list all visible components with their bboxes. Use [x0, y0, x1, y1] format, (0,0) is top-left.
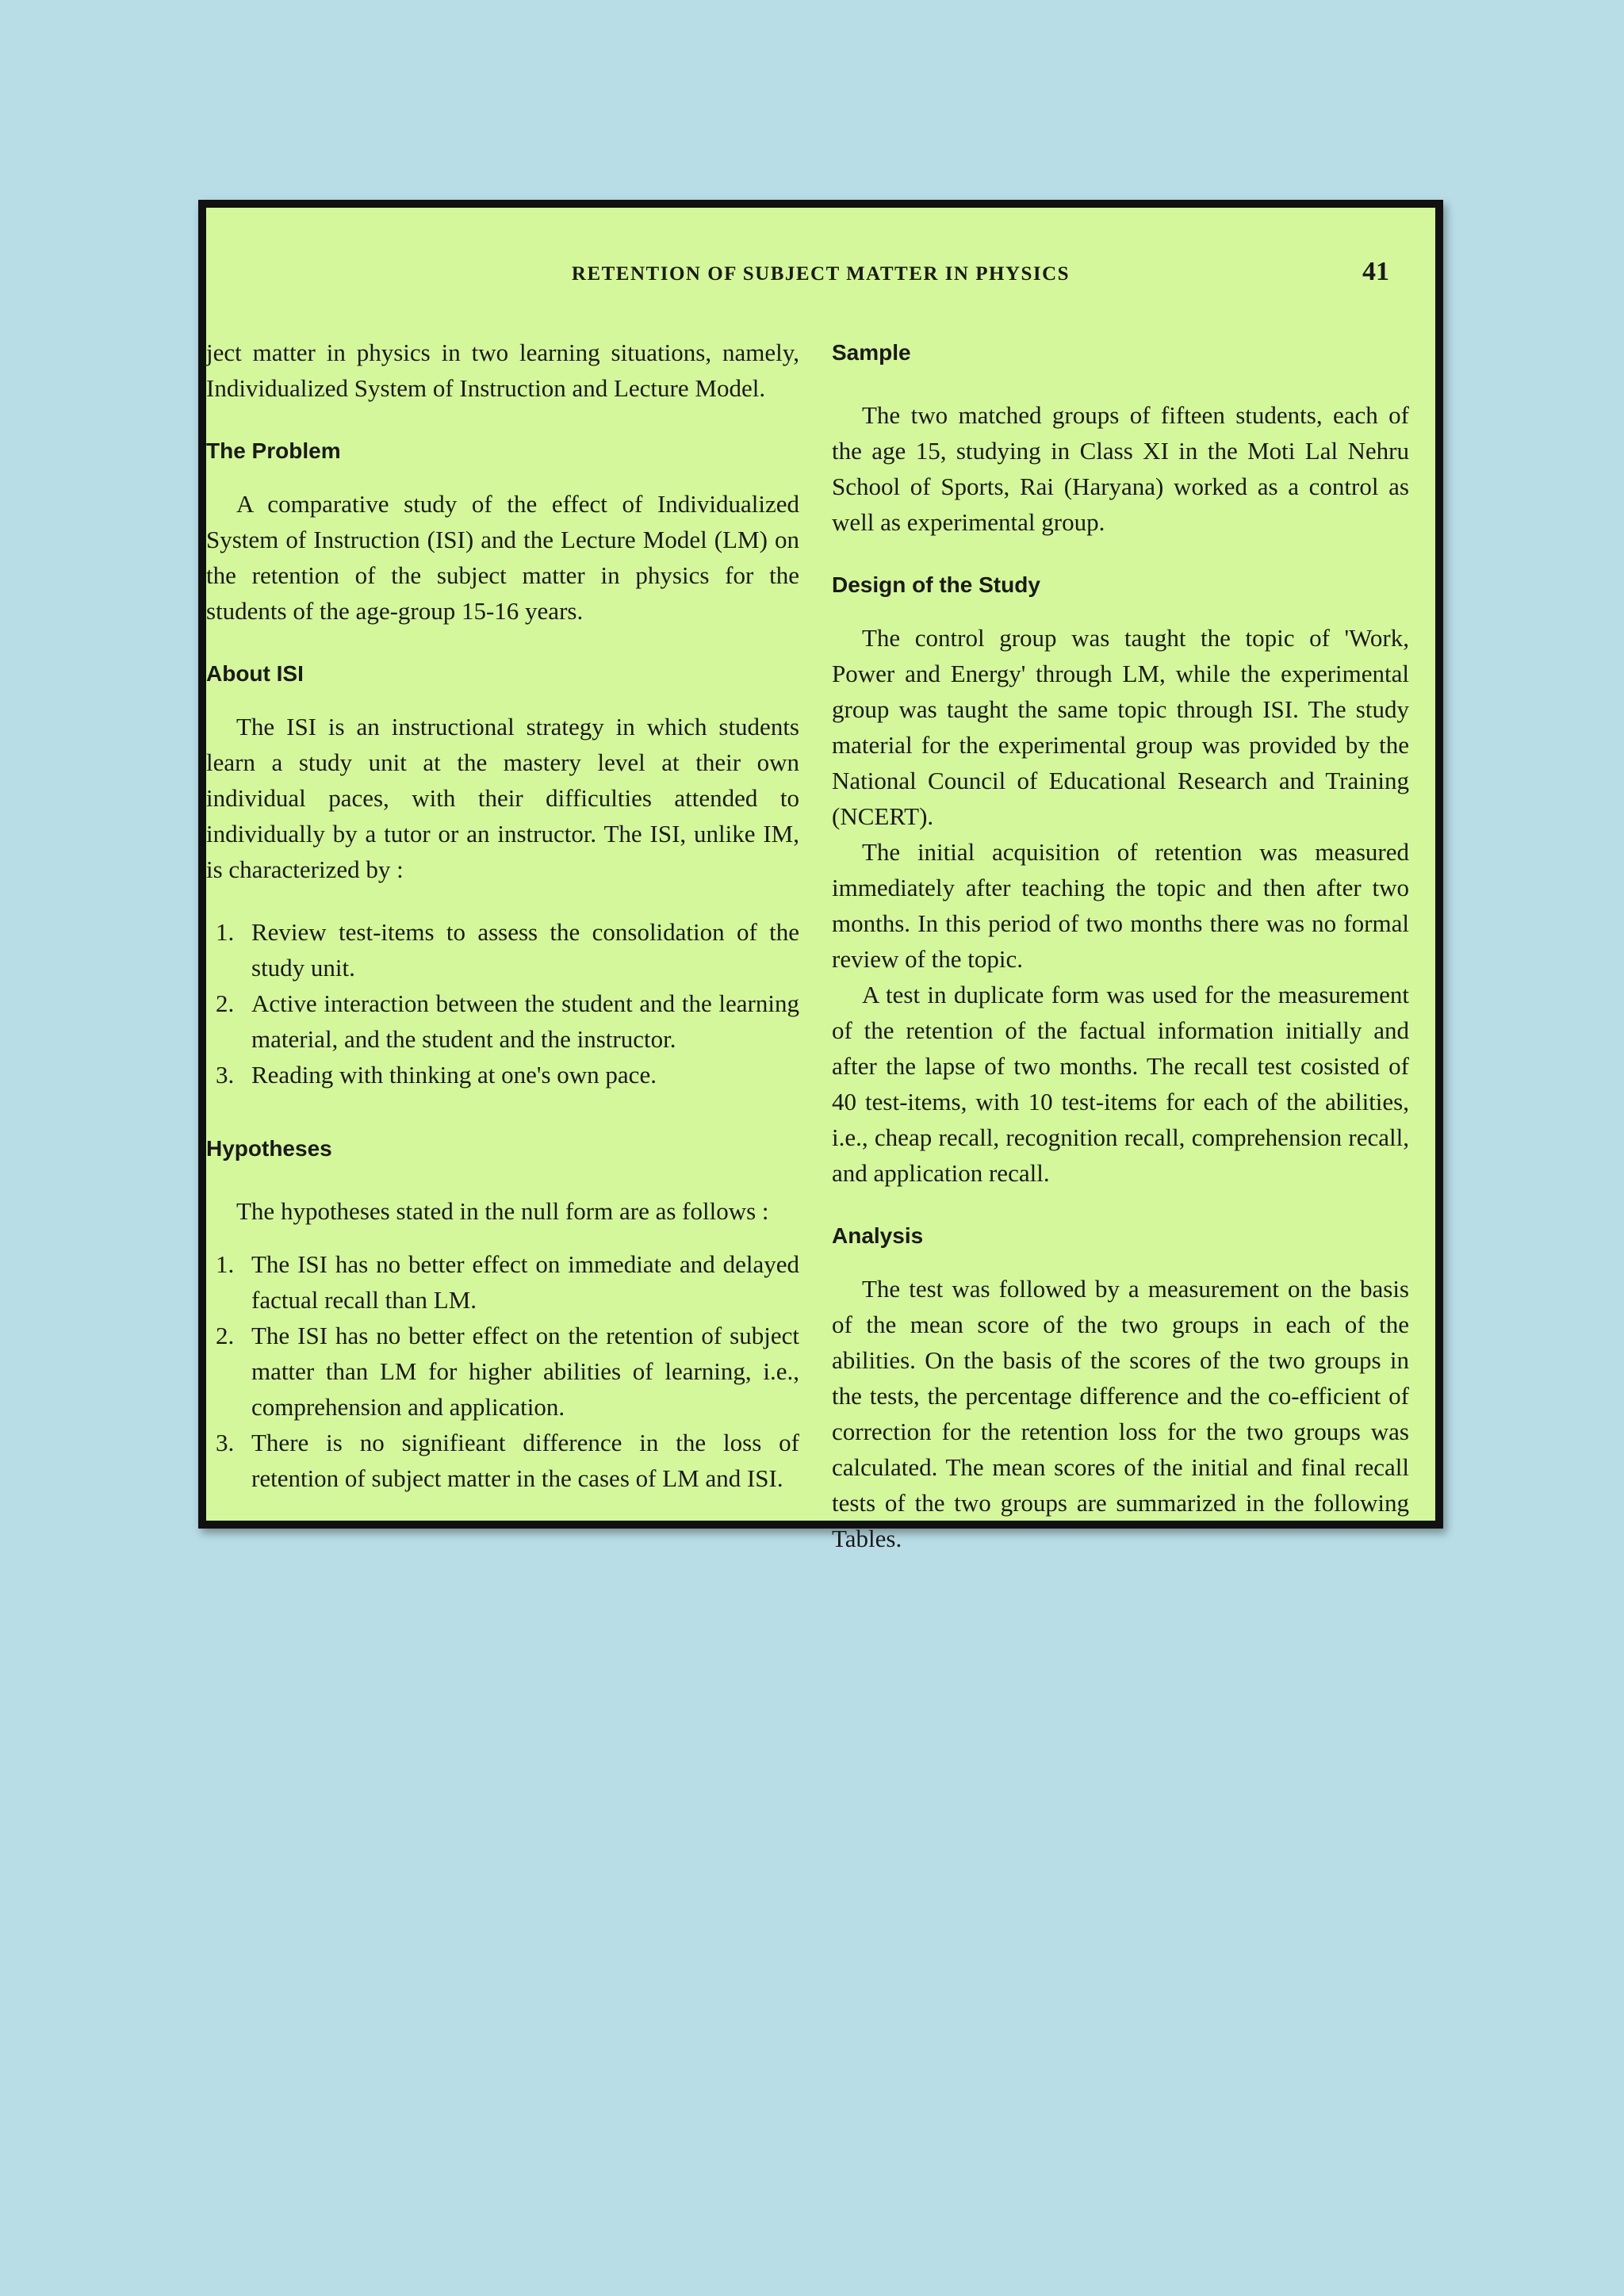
list-item: 3. Reading with thinking at one's own pace.: [216, 1061, 657, 1089]
section-heading-sample: Sample: [832, 340, 911, 365]
page-number: 41: [1362, 257, 1389, 286]
design-paragraph-2: The initial acquisition of retention was measured immediately after teaching the topic and then after two months. In this period of two months there was no formal review of the topic.: [832, 838, 1409, 973]
list-item: 2. Active interaction between the student and the learning material, and the student and the instructor.: [216, 989, 799, 1053]
left-column: [206, 335, 799, 1496]
section-heading-analysis: Analysis: [832, 1223, 924, 1248]
about-isi-paragraph: The ISI is an instructional strategy in which students learn a study unit at the mastery level at their own individual paces, with their difficulties attended to individually by a tutor or an instructor. The ISI, unlike IM, is characterized by :: [206, 713, 799, 883]
design-paragraph-1: The control group was taught the topic of 'Work, Power and Energy' through LM, while the experimental group was taught the same topic through ISI. The study material for the experimental group was provided by the National Council of Educational Research and Training (NCERT).: [832, 624, 1409, 830]
intro-paragraph: ject matter in physics in two learning situations, namely, Individualized System of Instruction and Lecture Model.: [206, 339, 799, 402]
problem-paragraph: A comparative study of the effect of Individualized System of Instruction (ISI) and the Lecture Model (LM) on the retention of the subject matter in physics for the students of the age-group 15-16 years.: [206, 490, 799, 625]
hypotheses-list: [206, 1246, 799, 1496]
document-page: [198, 200, 1443, 1552]
list-item: 1. Review test-items to assess the consolidation of the study unit.: [216, 918, 799, 982]
list-item: 2. The ISI has no better effect on the retention of subject matter than LM for higher abilities of learning, i.e., comprehension and application.: [216, 1322, 799, 1421]
list-item: 1. The ISI has no better effect on immediate and delayed factual recall than LM.: [216, 1250, 799, 1314]
section-heading-design: Design of the Study: [832, 572, 1040, 597]
running-head: RETENTION OF SUBJECT MATTER IN PHYSICS: [571, 263, 1071, 285]
section-heading-problem: The Problem: [206, 438, 341, 463]
analysis-paragraph: The test was followed by a measurement on the basis of the mean score of the two groups in each of the abilities. On the basis of the scores of the two groups in the tests, the percentage difference and the co-efficient of correction for the retention loss for the two groups was calculated. The mean scores of the initial and final recall tests of the two groups are summarized in the following Tables.: [832, 1275, 1409, 1552]
design-paragraph-3: A test in duplicate form was used for the measurement of the retention of the factual information initially and after the lapse of two months. The recall test cosisted of 40 test-items, with 10 test-items for each of the abilities, i.e., cheap recall, recognition recall, comprehension recall, and application recall.: [832, 981, 1409, 1187]
section-heading-hypotheses: Hypotheses: [206, 1136, 332, 1161]
about-isi-list: [206, 914, 799, 1093]
sample-paragraph: The two matched groups of fifteen students, each of the age 15, studying in Class XI in the Moti Lal Nehru School of Sports, Rai (Haryana) worked as a control as well as experimental group.: [832, 401, 1409, 536]
list-item: 3. There is no signifieant difference in the loss of retention of subject matter in the cases of LM and ISI.: [216, 1429, 799, 1492]
hypotheses-paragraph: The hypotheses stated in the null form are as follows :: [236, 1197, 769, 1225]
section-heading-about-isi: About ISI: [206, 661, 304, 686]
right-column: [832, 335, 1409, 1556]
